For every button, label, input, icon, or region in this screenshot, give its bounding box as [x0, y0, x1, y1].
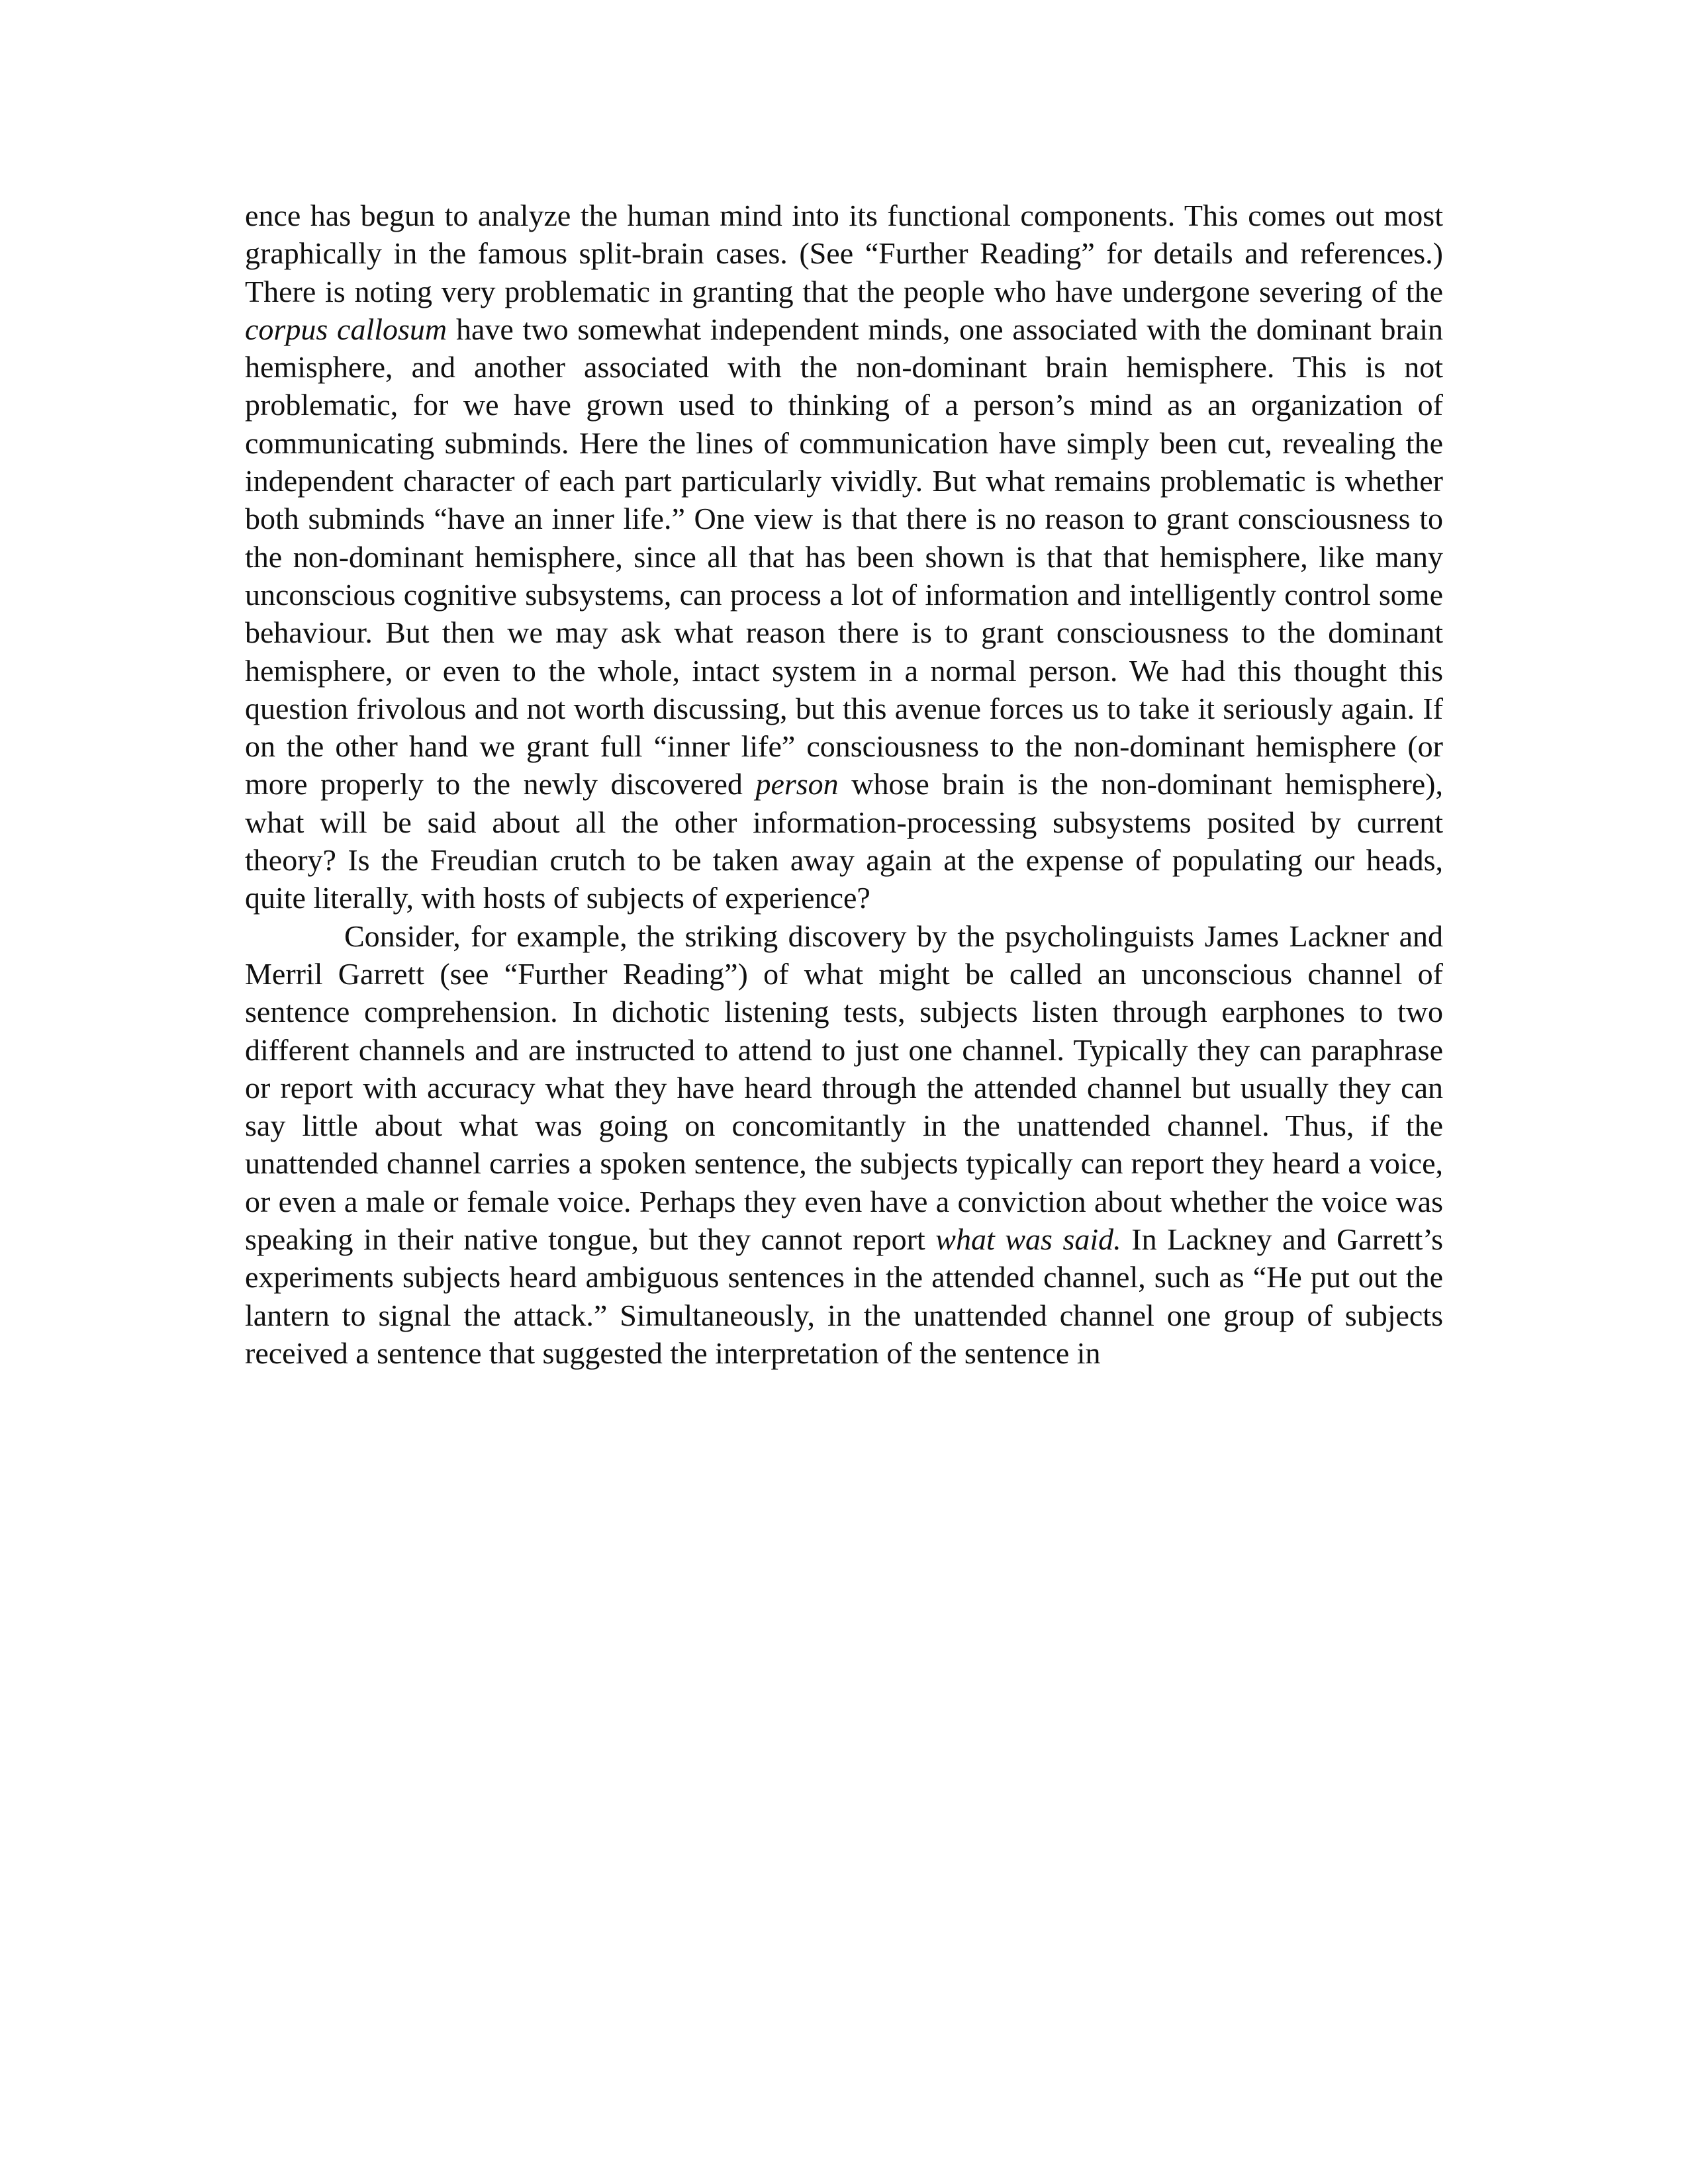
- paragraph-2-text-1: Consider, for example, the striking discovery by the psycholinguists James Lackner and Merril Garrett (see “Further Reading”) of what might be called an unconscious channel of sentence comprehension. In dichotic listening tests, subjects listen through earphones to two different channels and are instructed to attend to just one channel. Typically they can paraphrase or report with accuracy what they have heard through the attended channel but usually they can say little about what was going on concomitantly in the unattended channel. Thus, if the unattended channel carries a spoken sentence, the subjects typically can report they heard a voice, or even a male or female voice. Perhaps they even have a conviction about whether the voice was speaking in their native tongue, but they cannot report: [245, 919, 1443, 1257]
- term-person: person: [755, 767, 839, 801]
- paragraph-1-text-3: whose brain is the non-dominant hemisphere), what will be said about all the other information-processing subsystems posited by current theory? Is the Freudian crutch to be taken away again at the expense of populating our heads, quite literally, with hosts of subjects of experience?: [245, 767, 1443, 915]
- paragraph-1: [245, 197, 1443, 917]
- paragraph-1-text-1: ence has begun to analyze the human mind into its functional components. This comes out most graphically in the famous split-brain cases. (See “Further Reading” for details and references.) There is noting very problematic in granting that the people who have undergone severing of the: [245, 199, 1443, 308]
- term-what-was-said: what was said.: [935, 1222, 1121, 1257]
- paragraph-2: [245, 917, 1443, 1373]
- paragraph-1-text-2: have two somewhat independent minds, one associated with the dominant brain hemisphere, and another associated with the non-dominant brain hemisphere. This is not problematic, for we have grown used to thinking of a person’s mind as an organization of communicating subminds. Here the lines of communication have simply been cut, revealing the independent character of each part particularly vividly. But what remains problematic is whether both subminds “have an inner life.” One view is that there is no reason to grant consciousness to the non-dominant hemisphere, since all that has been shown is that that hemisphere, like many unconscious cognitive subsystems, can process a lot of information and intelligently control some behaviour. But then we may ask what reason there is to grant consciousness to the dominant hemisphere, or even to the whole, intact system in a normal person. We had this thought this question frivolous and not worth discussing, but this avenue forces us to take it seriously again. If on the other hand we grant full “inner life” consciousness to the non-dominant hemisphere (or more properly to the newly discovered: [245, 312, 1443, 801]
- body-text: [245, 197, 1443, 1372]
- term-corpus-callosum: corpus callosum: [245, 312, 447, 346]
- paragraph-2-text-2: In Lackney and Garrett’s experiments subjects heard ambiguous sentences in the attended channel, such as “He put out the lantern to signal the attack.” Simultaneously, in the unattended channel one group of subjects received a sentence that suggested the interpretation of the sentence in: [245, 1222, 1444, 1370]
